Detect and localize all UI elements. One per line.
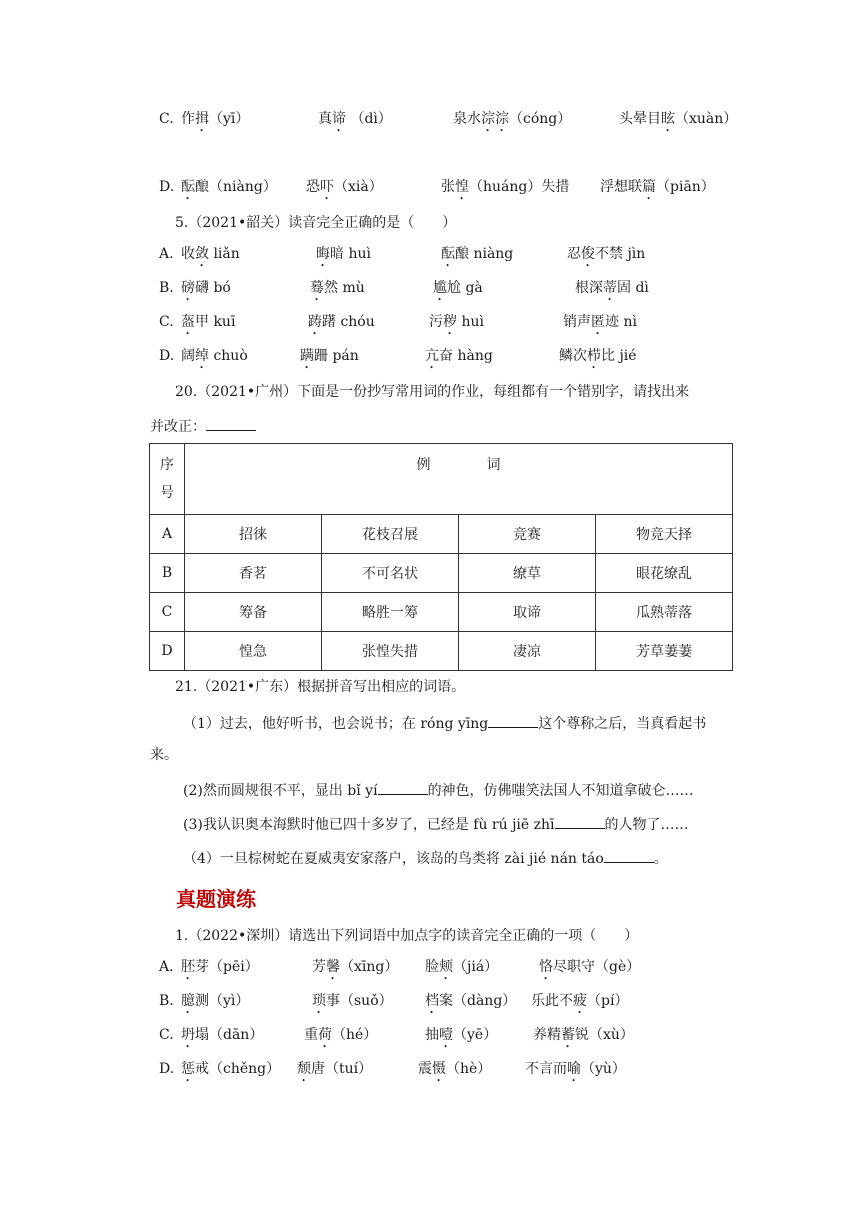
answer-blank[interactable] [555, 814, 605, 829]
prev-option-c-item: 作揖（yī） [181, 111, 250, 127]
q5-option-a-item: 收敛 liǎn [181, 246, 240, 262]
q1-option-a-item: 脸颊（jiá） [425, 959, 499, 975]
table-row [150, 593, 733, 632]
word-cell: 取谛 [459, 593, 596, 632]
prev-option-c-item: 头晕目眩（xuàn） [619, 111, 738, 127]
q1-option-a-item: 芳馨（xīng） [312, 959, 399, 975]
q20-stem-line2: 并改正： [150, 416, 256, 436]
prev-option-d-item: 张惶（huáng）失措 [441, 179, 570, 195]
word-cell: 芳草萋萋 [596, 632, 733, 671]
word-cell: 香茗 [185, 554, 322, 593]
prev-option-d-item: 恐吓（xià） [306, 179, 383, 195]
answer-blank[interactable] [378, 780, 428, 795]
q5-option-a-item: 酝酿 niàng [441, 246, 514, 262]
q21-sentence-4: （4）一旦棕树蛇在夏威夷安家落户，该岛的鸟类将 zài jié nán táo 。 [183, 848, 668, 868]
row-id: B [150, 554, 185, 593]
answer-blank[interactable] [604, 848, 654, 863]
q1-option-b-item: 琐事（suǒ） [312, 993, 393, 1009]
word-cell: 筹备 [185, 593, 322, 632]
word-cell: 惶急 [185, 632, 322, 671]
q1-option-d-item: 惩戒（chěng） [181, 1061, 281, 1077]
q1-option-d-item: 震慑（hè） [418, 1061, 492, 1077]
q5-option-c-label: C. [159, 314, 174, 330]
q5-option-a-item: 忍俊不禁 jìn [567, 246, 646, 262]
header-words-cell: 例 词 [185, 444, 733, 515]
answer-blank[interactable] [206, 416, 256, 431]
prev-option-c-label: C. [159, 111, 174, 127]
q5-option-d-label: D. [159, 348, 175, 364]
prev-option-d-label: D. [159, 179, 175, 195]
q5-option-b-item: 尴尬 gà [433, 280, 483, 296]
word-table [149, 443, 733, 671]
row-id: C [150, 593, 185, 632]
word-cell: 略胜一筹 [322, 593, 459, 632]
q5-option-b-item: 根深蒂固 dì [575, 280, 649, 296]
q5-option-b-item: 磅礴 bó [181, 280, 231, 296]
q1-option-c-item: 养精蓄锐（xù） [533, 1027, 634, 1043]
q5-option-b-item: 蓦然 mù [310, 280, 365, 296]
q20-stem-line1: 20.（2021•广州）下面是一份抄写常用词的作业，每组都有一个错别字，请找出来 [175, 384, 690, 400]
q1-option-b-item: 档案（dàng） [425, 993, 517, 1009]
table-row [150, 515, 733, 554]
q5-option-d-item: 亢奋 hàng [425, 348, 493, 364]
word-cell: 凄凉 [459, 632, 596, 671]
row-id: A [150, 515, 185, 554]
q21-sentence-2: (2)然而圆规很不平，显出 bǐ yí 的神色，仿佛嗤笑法国人不知道拿破仑…… [183, 780, 694, 800]
q5-option-a-item: 晦暗 huì [316, 246, 371, 262]
row-id: D [150, 632, 185, 671]
q1-option-b-label: B. [159, 993, 174, 1009]
word-cell: 花枝召展 [322, 515, 459, 554]
table-row [150, 554, 733, 593]
q5-option-d-item: 阔绰 chuò [181, 348, 248, 364]
word-cell: 缭草 [459, 554, 596, 593]
q1-option-c-label: C. [159, 1027, 174, 1043]
q1-option-b-item: 臆测（yì） [181, 993, 250, 1009]
q5-option-a-label: A. [159, 246, 174, 262]
q5-stem: 5.（2021•韶关）读音完全正确的是（ ） [175, 215, 457, 231]
q5-option-c-item: 踌躇 chóu [308, 314, 375, 330]
q5-option-c-item: 盔甲 kuī [181, 314, 236, 330]
q5-option-d-item: 鳞次栉比 jié [559, 348, 637, 364]
table-row [150, 632, 733, 671]
q21-sentence-1: （1）过去，他好听书，也会说书；在 róng yīng 这个尊称之后，当真看起书 [183, 713, 706, 733]
word-cell: 物竞天择 [596, 515, 733, 554]
q1-stem: 1.（2022•深圳）请选出下列词语中加点字的读音完全正确的一项（ ） [175, 928, 639, 944]
q1-option-a-label: A. [159, 959, 174, 975]
prev-option-c-item: 泉水淙淙（cóng） [453, 111, 572, 127]
prev-option-d-item: 酝酿（niàng） [181, 179, 277, 195]
word-cell: 竞赛 [459, 515, 596, 554]
q21-stem: 21.（2021•广东）根据拼音写出相应的词语。 [175, 679, 466, 695]
prev-option-c-item: 真谛 （dì） [318, 111, 392, 127]
word-cell: 招徕 [185, 515, 322, 554]
table-header-row [150, 444, 733, 515]
q21-sentence-1-cont: 来。 [150, 747, 178, 763]
word-cell: 瓜熟蒂落 [596, 593, 733, 632]
q1-option-a-item: 胚芽（pēi） [181, 959, 259, 975]
q5-option-d-item: 蹒跚 pán [300, 348, 359, 364]
q1-option-c-item: 抽噎（yē） [425, 1027, 498, 1043]
q1-option-a-item: 恪尽职守（gè） [539, 959, 641, 975]
q5-option-c-item: 销声匿迹 nì [563, 314, 637, 330]
answer-blank[interactable] [488, 713, 538, 728]
q1-option-c-item: 坍塌（dān） [181, 1027, 264, 1043]
header-index-cell: 序 号 [150, 444, 185, 515]
q1-option-b-item: 乐此不疲（pí） [531, 993, 629, 1009]
q5-option-b-label: B. [159, 280, 174, 296]
prev-option-d-item: 浮想联篇（piān） [600, 179, 715, 195]
q1-option-d-item: 颓唐（tuí） [297, 1061, 373, 1077]
q1-option-d-label: D. [159, 1061, 175, 1077]
q1-option-d-item: 不言而喻（yù） [525, 1061, 626, 1077]
section-title: 真题演练 [176, 887, 256, 911]
q1-option-c-item: 重荷（hé） [304, 1027, 378, 1043]
q21-sentence-3: (3)我认识奥本海默时他已四十多岁了，已经是 fù rú jiē zhī 的人物了…… [183, 814, 689, 834]
word-cell: 张惶失措 [322, 632, 459, 671]
q5-option-c-item: 污秽 huì [429, 314, 484, 330]
word-cell: 眼花缭乱 [596, 554, 733, 593]
word-cell: 不可名状 [322, 554, 459, 593]
